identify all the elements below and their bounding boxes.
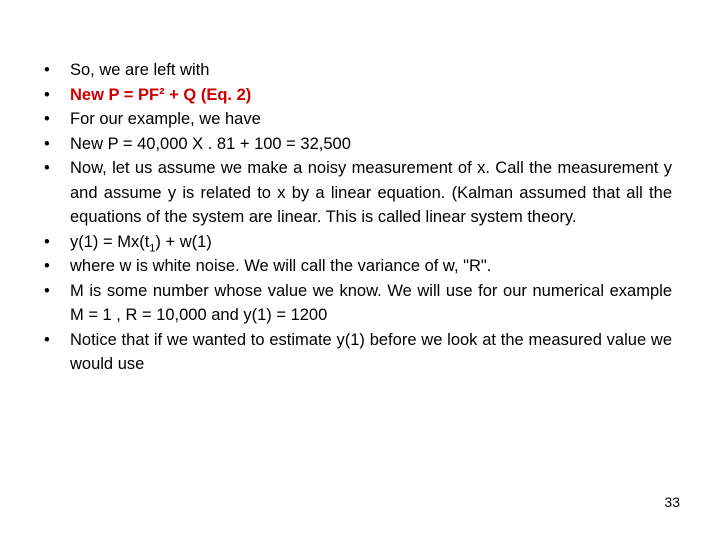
bullet-dot-icon: • <box>44 110 50 128</box>
bullet-item <box>44 132 672 157</box>
bullet-text: M is some number whose value we know. We will use for our numerical example M = 1 , R = 10,000 and y(1) = 1200 <box>70 281 672 324</box>
bullet-text: Now, let us assume we make a noisy measurement of x. Call the measurement y and assume y is related to x by a linear equation. (Kalman assumed that all the equations of the system are linear. This is called linear system theory. <box>70 159 672 226</box>
bullet-dot-icon: • <box>44 85 50 104</box>
bullet-item <box>44 58 672 83</box>
bullet-item <box>44 279 672 328</box>
bullet-item <box>44 328 672 377</box>
bullet-dot-icon: • <box>44 330 50 349</box>
bullet-dot-icon: • <box>44 257 50 275</box>
bullet-text <box>70 232 212 254</box>
bullet-dot-icon: • <box>44 159 50 177</box>
bullet-text: New P = PF² + Q (Eq. 2) <box>70 85 252 104</box>
bullet-text: Notice that if we wanted to estimate y(1) before we look at the measured value we would use <box>70 330 672 373</box>
bullet-text: For our example, we have <box>70 110 261 128</box>
bullet-text: where w is white noise. We will call the variance of w, "R". <box>70 257 492 275</box>
page-number: 33 <box>664 494 680 510</box>
bullet-dot-icon: • <box>44 61 50 79</box>
bullet-text: So, we are left with <box>70 61 210 79</box>
bullet-text: New P = 40,000 X . 81 + 100 = 32,500 <box>70 134 351 153</box>
equation-subscript: 1 <box>149 241 156 254</box>
bullet-item <box>44 107 672 132</box>
equation-text-before: y(1) = Mx(t <box>70 232 150 251</box>
bullet-list <box>44 58 672 377</box>
bullet-dot-icon: • <box>44 134 50 153</box>
equation-text-after: ) + w(1) <box>155 232 212 251</box>
bullet-dot-icon: • <box>44 281 50 300</box>
bullet-item <box>44 156 672 230</box>
bullet-dot-icon: • <box>44 232 50 251</box>
bullet-item-equation <box>44 83 672 108</box>
bullet-item-measurement-equation <box>44 230 672 255</box>
bullet-item <box>44 254 672 279</box>
